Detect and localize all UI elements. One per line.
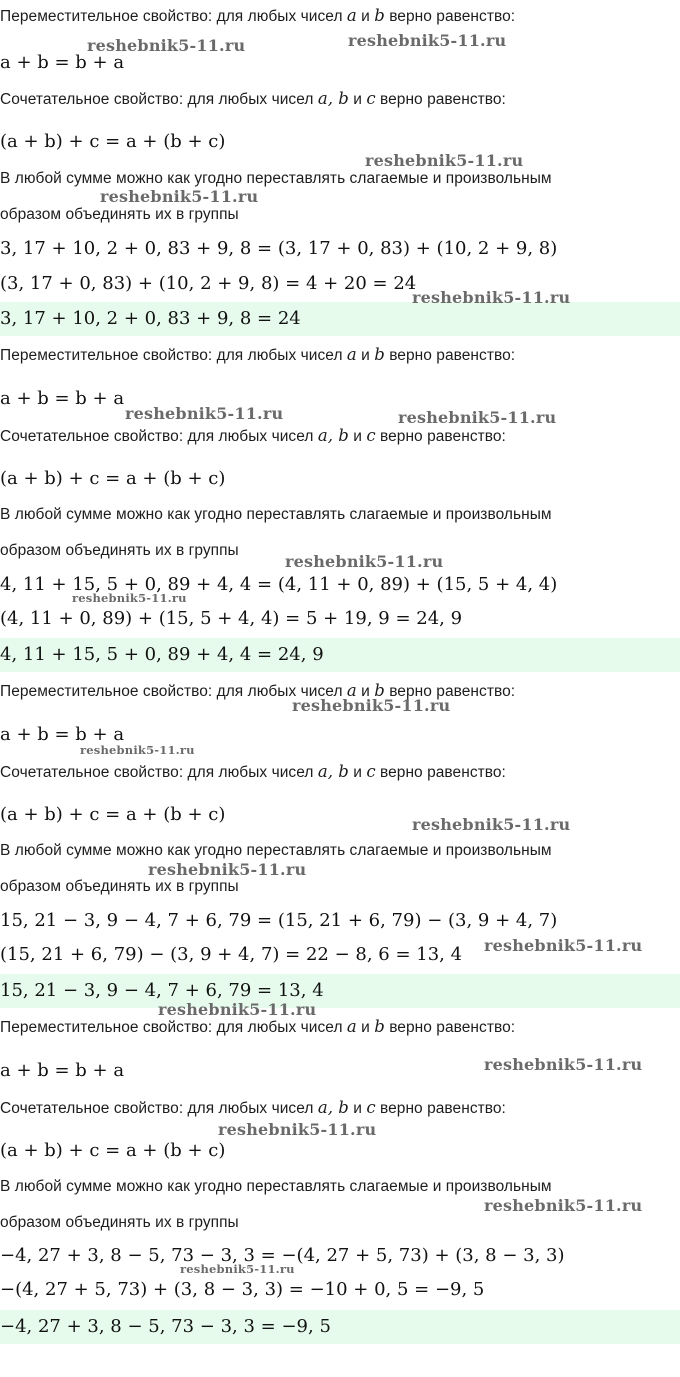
commutative-formula: a + b = b + a — [0, 52, 125, 73]
grouping-rule-line2: образом объединять их в группы — [0, 206, 239, 223]
answer-text: 15, 21 − 3, 9 − 4, 7 + 6, 79 = 13, 4 — [0, 980, 324, 1001]
grouping-rule-line1: В любой сумме можно как угодно переставлять слагаемые и произвольным — [0, 842, 552, 859]
watermark: reshebnik5-11.ru — [180, 1262, 295, 1276]
commutative-formula: a + b = b + a — [0, 388, 125, 409]
grouping-rule-line1: В любой сумме можно как угодно переставлять слагаемые и произвольным — [0, 170, 552, 187]
answer-text: 3, 17 + 10, 2 + 0, 83 + 9, 8 = 24 — [0, 308, 301, 329]
solution-step1: 15, 21 − 3, 9 − 4, 7 + 6, 79 = (15, 21 + 6, 79) − (3, 9 + 4, 7) — [0, 910, 558, 931]
answer-text: 4, 11 + 15, 5 + 0, 89 + 4, 4 = 24, 9 — [0, 644, 324, 665]
answer-row — [0, 302, 680, 336]
answer-row — [0, 1310, 680, 1344]
commutative-rule-text: Переместительное свойство: для любых чисел a и b верно равенство: — [0, 1017, 516, 1036]
solution-step2: −(4, 27 + 5, 73) + (3, 8 − 3, 3) = −10 + 0, 5 = −9, 5 — [0, 1279, 485, 1300]
watermark: reshebnik5-11.ru — [365, 151, 524, 170]
grouping-rule-line2: образом объединять их в группы — [0, 878, 239, 895]
watermark: reshebnik5-11.ru — [87, 36, 246, 55]
watermark: reshebnik5-11.ru — [148, 860, 307, 879]
watermark: reshebnik5-11.ru — [285, 552, 444, 571]
associative-formula: (a + b) + c = a + (b + c) — [0, 468, 226, 489]
watermark: reshebnik5-11.ru — [218, 1120, 377, 1139]
associative-formula: (a + b) + c = a + (b + c) — [0, 131, 226, 152]
commutative-formula: a + b = b + a — [0, 1060, 125, 1081]
commutative-rule-text: Переместительное свойство: для любых чисел a и b верно равенство: — [0, 345, 516, 364]
watermark: reshebnik5-11.ru — [125, 404, 284, 423]
watermark: reshebnik5-11.ru — [348, 31, 507, 50]
associative-formula: (a + b) + c = a + (b + c) — [0, 804, 226, 825]
associative-rule-text: Сочетательное свойство: для любых чисел a, b и c верно равенство: — [0, 89, 506, 108]
associative-rule-text: Сочетательное свойство: для любых чисел a, b и c верно равенство: — [0, 762, 506, 781]
grouping-rule-line2: образом объединять их в группы — [0, 1214, 239, 1231]
watermark: reshebnik5-11.ru — [100, 187, 259, 206]
answer-text: −4, 27 + 3, 8 − 5, 73 − 3, 3 = −9, 5 — [0, 1316, 331, 1337]
watermark: reshebnik5-11.ru — [412, 288, 571, 307]
watermark: reshebnik5-11.ru — [80, 743, 195, 757]
grouping-rule-line1: В любой сумме можно как угодно переставлять слагаемые и произвольным — [0, 1178, 552, 1195]
commutative-rule-text: Переместительное свойство: для любых чисел a и b верно равенство: — [0, 681, 516, 700]
answer-row — [0, 974, 680, 1008]
grouping-rule-line2: образом объединять их в группы — [0, 542, 239, 559]
solution-step2: (15, 21 + 6, 79) − (3, 9 + 4, 7) = 22 − 8, 6 = 13, 4 — [0, 944, 463, 965]
watermark: reshebnik5-11.ru — [292, 696, 451, 715]
associative-rule-text: Сочетательное свойство: для любых чисел a, b и c верно равенство: — [0, 1098, 506, 1117]
solution-step2: (3, 17 + 0, 83) + (10, 2 + 9, 8) = 4 + 20 = 24 — [0, 273, 417, 294]
associative-rule-text: Сочетательное свойство: для любых чисел a, b и c верно равенство: — [0, 426, 506, 445]
associative-formula: (a + b) + c = a + (b + c) — [0, 1140, 226, 1161]
watermark: reshebnik5-11.ru — [484, 1196, 643, 1215]
solution-step1: 4, 11 + 15, 5 + 0, 89 + 4, 4 = (4, 11 + 0, 89) + (15, 5 + 4, 4) — [0, 574, 558, 595]
answer-row — [0, 638, 680, 672]
solution-step1: −4, 27 + 3, 8 − 5, 73 − 3, 3 = −(4, 27 + 5, 73) + (3, 8 − 3, 3) — [0, 1245, 565, 1266]
solution-step1: 3, 17 + 10, 2 + 0, 83 + 9, 8 = (3, 17 + 0, 83) + (10, 2 + 9, 8) — [0, 238, 558, 259]
watermark: reshebnik5-11.ru — [412, 815, 571, 834]
watermark: reshebnik5-11.ru — [484, 936, 643, 955]
commutative-formula: a + b = b + a — [0, 724, 125, 745]
grouping-rule-line1: В любой сумме можно как угодно переставлять слагаемые и произвольным — [0, 506, 552, 523]
watermark: reshebnik5-11.ru — [398, 408, 557, 427]
solution-step2: (4, 11 + 0, 89) + (15, 5 + 4, 4) = 5 + 19, 9 = 24, 9 — [0, 608, 463, 629]
watermark: reshebnik5-11.ru — [72, 591, 187, 605]
watermark: reshebnik5-11.ru — [158, 1000, 317, 1019]
commutative-rule-text: Переместительное свойство: для любых чисел a и b верно равенство: — [0, 6, 516, 25]
watermark: reshebnik5-11.ru — [484, 1055, 643, 1074]
